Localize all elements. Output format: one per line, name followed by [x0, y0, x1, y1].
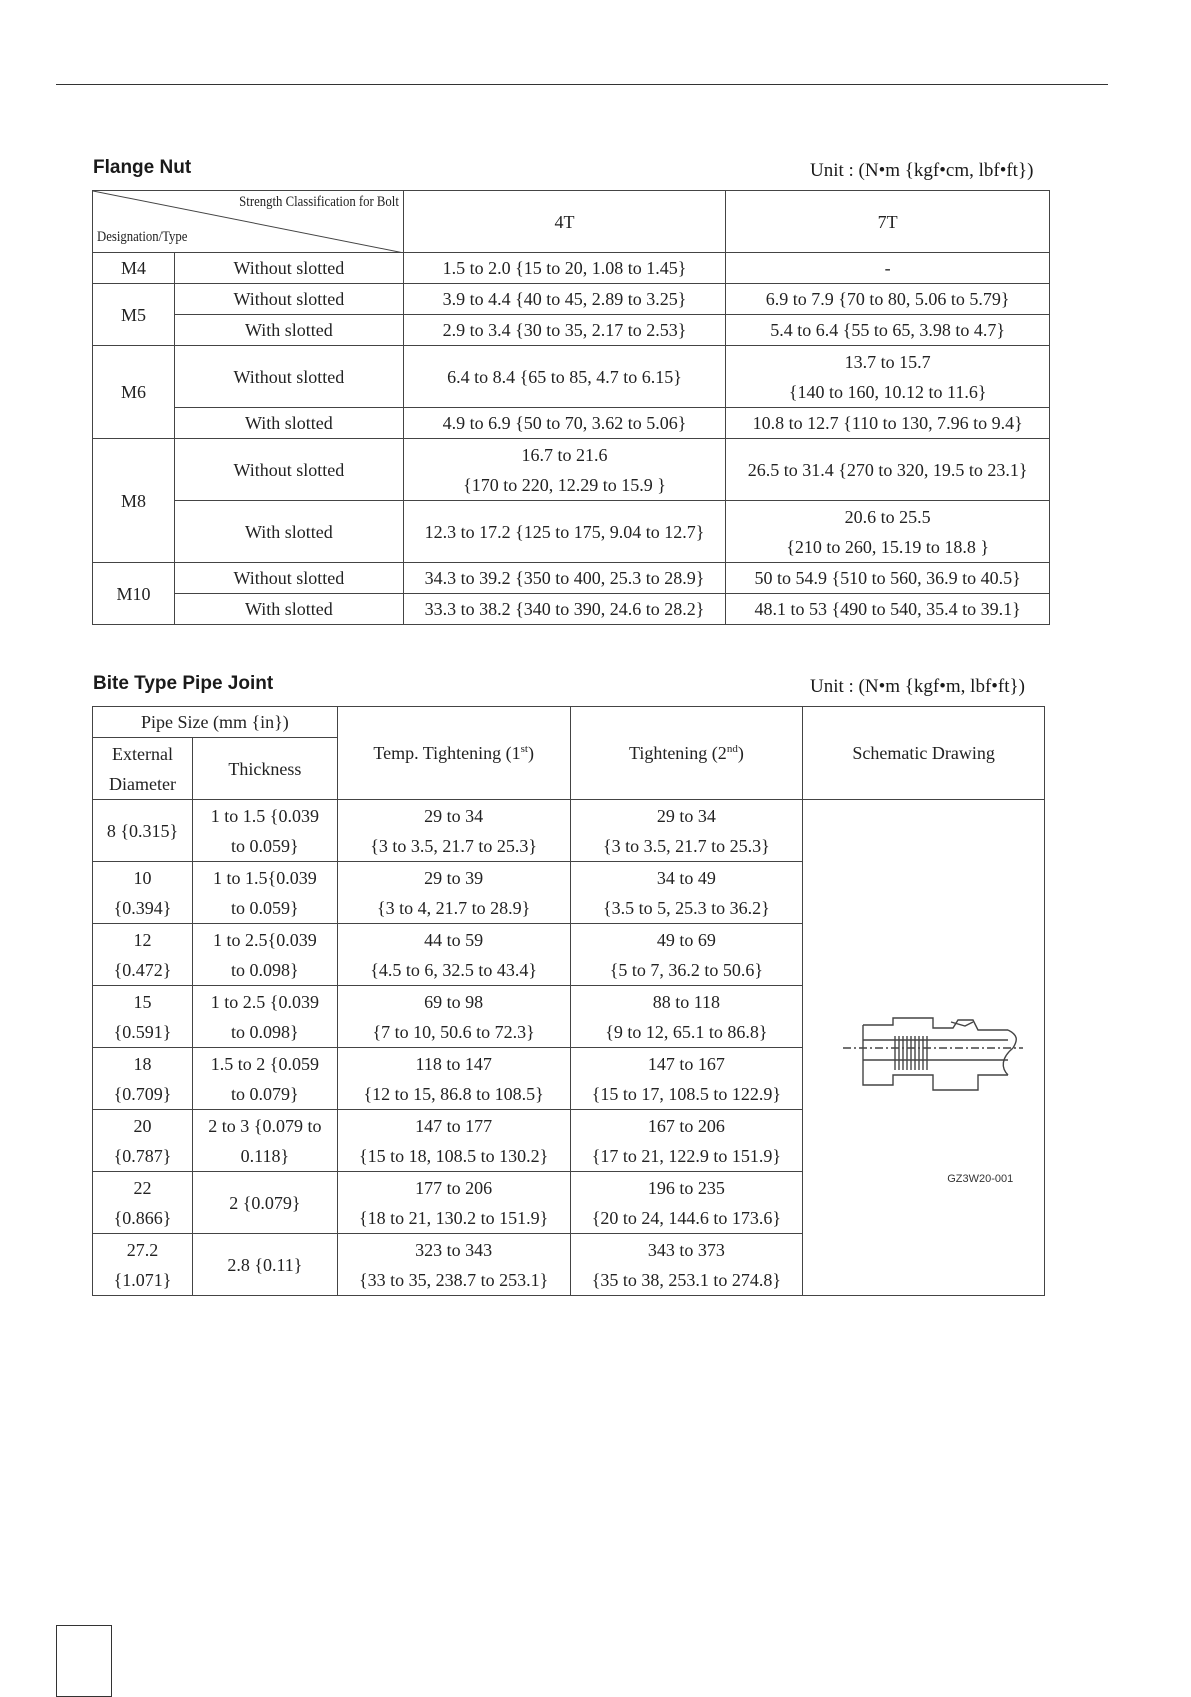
bolt-size: M5 [93, 284, 175, 346]
temp-tightening-header: Temp. Tightening (1st) [337, 707, 570, 800]
torque-7t: - [726, 253, 1050, 284]
torque-7t-line2: {140 to 160, 10.12 to 11.6} [788, 381, 987, 402]
torque-4t: 33.3 to 38.2 {340 to 390, 24.6 to 28.2} [403, 594, 726, 625]
tightening-torque: 167 to 206 {17 to 21, 122.9 to 151.9} [570, 1110, 803, 1172]
table-row [93, 408, 1050, 439]
nut-type: Without slotted [174, 253, 403, 284]
nut-type: With slotted [174, 315, 403, 346]
nut-type: Without slotted [174, 346, 403, 408]
bite-pipe-joint-table [92, 706, 1045, 1296]
table-row [93, 501, 1050, 563]
tightening-torque: 29 to 34 {3 to 3.5, 21.7 to 25.3} [570, 800, 803, 862]
temp-tightening-torque: 147 to 177 {15 to 18, 108.5 to 130.2} [337, 1110, 570, 1172]
bite-pipe-joint-title: Bite Type Pipe Joint [93, 673, 274, 694]
torque-7t-line2: {210 to 260, 15.19 to 18.8 } [786, 536, 990, 557]
tightening-torque: 196 to 235 {20 to 24, 144.6 to 173.6} [570, 1172, 803, 1234]
external-diameter: 10 {0.394} [93, 862, 193, 924]
header-rule [56, 84, 1108, 85]
bolt-size: M8 [93, 439, 175, 563]
torque-7t: 50 to 54.9 {510 to 560, 36.9 to 40.5} [726, 563, 1050, 594]
figure-code: GZ3W20-001 [947, 1173, 1014, 1185]
torque-7t [726, 501, 1050, 563]
schematic-drawing-cell [803, 800, 1045, 1296]
strength-classification-label: Strength Classification for Bolt [238, 194, 399, 210]
table-row [93, 800, 1045, 862]
nut-type: Without slotted [174, 439, 403, 501]
torque-4t [403, 439, 726, 501]
torque-4t: 12.3 to 17.2 {125 to 175, 9.04 to 12.7} [403, 501, 726, 563]
diagonal-header-cell [93, 191, 404, 253]
tightening-torque: 343 to 373 {35 to 38, 253.1 to 274.8} [570, 1234, 803, 1296]
temp-tightening-torque: 29 to 34 {3 to 3.5, 21.7 to 25.3} [337, 800, 570, 862]
temp-tightening-torque: 29 to 39 {3 to 4, 21.7 to 28.9} [337, 862, 570, 924]
torque-7t: 6.9 to 7.9 {70 to 80, 5.06 to 5.79} [726, 284, 1050, 315]
torque-4t: 2.9 to 3.4 {30 to 35, 2.17 to 2.53} [403, 315, 726, 346]
table-row [93, 563, 1050, 594]
temp-tightening-torque: 177 to 206 {18 to 21, 130.2 to 151.9} [337, 1172, 570, 1234]
torque-7t: 5.4 to 6.4 {55 to 65, 3.98 to 4.7} [726, 315, 1050, 346]
external-diameter: 15 {0.591} [93, 986, 193, 1048]
table-row [93, 284, 1050, 315]
thickness: 1 to 2.5 {0.039 to 0.098} [192, 986, 337, 1048]
thickness: 1.5 to 2 {0.059 to 0.079} [192, 1048, 337, 1110]
bolt-size: M6 [93, 346, 175, 439]
thickness: 1 to 2.5{0.039 to 0.098} [192, 924, 337, 986]
column-header-7t: 7T [726, 191, 1050, 253]
external-diameter-header: External Diameter [93, 738, 193, 800]
pipe-size-header: Pipe Size (mm {in}) [93, 707, 338, 738]
nut-type: Without slotted [174, 284, 403, 315]
external-diameter: 18 {0.709} [93, 1048, 193, 1110]
tightening-torque: 147 to 167 {15 to 17, 108.5 to 122.9} [570, 1048, 803, 1110]
tightening-header: Tightening (2nd) [570, 707, 803, 800]
external-diameter: 20 {0.787} [93, 1110, 193, 1172]
table-row [93, 346, 1050, 408]
column-header-4t: 4T [403, 191, 726, 253]
thickness: 1 to 1.5 {0.039 to 0.059} [192, 800, 337, 862]
torque-4t: 34.3 to 39.2 {350 to 400, 25.3 to 28.9} [403, 563, 726, 594]
nut-type: Without slotted [174, 563, 403, 594]
temp-tightening-torque: 44 to 59 {4.5 to 6, 32.5 to 43.4} [337, 924, 570, 986]
external-diameter: 27.2 {1.071} [93, 1234, 193, 1296]
bolt-size: M4 [93, 253, 175, 284]
bite-joint-schematic-figure [803, 800, 1045, 1296]
torque-7t: 26.5 to 31.4 {270 to 320, 19.5 to 23.1} [726, 439, 1050, 501]
table-row [93, 315, 1050, 346]
page-number-box [56, 1625, 112, 1697]
flange-nut-unit: Unit : (N•m {kgf•cm, lbf•ft}) [810, 160, 1034, 181]
thickness-header: Thickness [192, 738, 337, 800]
torque-7t-line1: 20.6 to 25.5 [844, 506, 931, 527]
tightening-torque: 88 to 118 {9 to 12, 65.1 to 86.8} [570, 986, 803, 1048]
external-diameter: 12 {0.472} [93, 924, 193, 986]
torque-4t: 6.4 to 8.4 {65 to 85, 4.7 to 6.15} [403, 346, 726, 408]
torque-4t: 3.9 to 4.4 {40 to 45, 2.89 to 3.25} [403, 284, 726, 315]
torque-7t-line1: 13.7 to 15.7 [844, 351, 931, 372]
thickness: 2 {0.079} [192, 1172, 337, 1234]
torque-7t [726, 346, 1050, 408]
nut-type: With slotted [174, 501, 403, 563]
nut-type: With slotted [174, 408, 403, 439]
tightening-torque: 34 to 49 {3.5 to 5, 25.3 to 36.2} [570, 862, 803, 924]
temp-tightening-torque: 118 to 147 {12 to 15, 86.8 to 108.5} [337, 1048, 570, 1110]
tightening-torque: 49 to 69 {5 to 7, 36.2 to 50.6} [570, 924, 803, 986]
temp-tightening-torque: 69 to 98 {7 to 10, 50.6 to 72.3} [337, 986, 570, 1048]
table-row [93, 594, 1050, 625]
torque-4t: 4.9 to 6.9 {50 to 70, 3.62 to 5.06} [403, 408, 726, 439]
thickness: 1 to 1.5{0.039 to 0.059} [192, 862, 337, 924]
table-row [93, 253, 1050, 284]
thickness: 2 to 3 {0.079 to 0.118} [192, 1110, 337, 1172]
torque-7t: 10.8 to 12.7 {110 to 130, 7.96 to 9.4} [726, 408, 1050, 439]
bolt-size: M10 [93, 563, 175, 625]
external-diameter: 22 {0.866} [93, 1172, 193, 1234]
torque-4t-line1: 16.7 to 21.6 [521, 444, 608, 465]
bite-pipe-joint-unit: Unit : (N•m {kgf•m, lbf•ft}) [810, 676, 1025, 697]
torque-4t-line2: {170 to 220, 12.29 to 15.9 } [463, 474, 666, 495]
nut-type: With slotted [174, 594, 403, 625]
flange-nut-table [92, 190, 1050, 625]
flange-nut-title: Flange Nut [93, 157, 192, 178]
torque-4t: 1.5 to 2.0 {15 to 20, 1.08 to 1.45} [403, 253, 726, 284]
designation-type-label: Designation/Type [97, 229, 188, 245]
table-row [93, 439, 1050, 501]
temp-tightening-torque: 323 to 343 {33 to 35, 238.7 to 253.1} [337, 1234, 570, 1296]
torque-7t: 48.1 to 53 {490 to 540, 35.4 to 39.1} [726, 594, 1050, 625]
external-diameter: 8 {0.315} [93, 800, 193, 862]
thickness: 2.8 {0.11} [192, 1234, 337, 1296]
schematic-drawing-header: Schematic Drawing [803, 707, 1045, 800]
